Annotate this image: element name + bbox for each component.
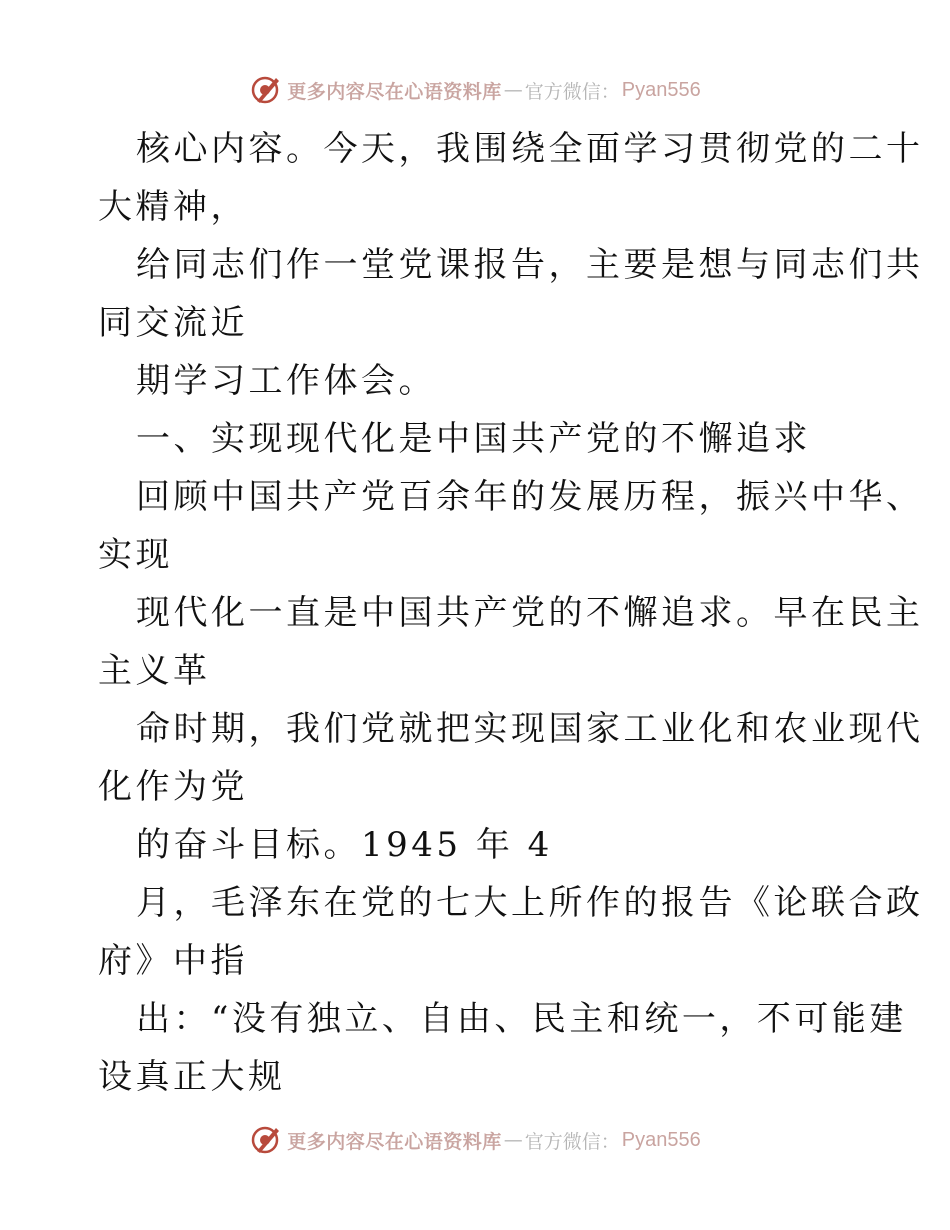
text-line: 的奋斗目标。1945 年 4 [136,825,553,865]
text-line: 月，毛泽东在党的七大上所作的报告《论联合政 [136,883,924,923]
text-line: 主义革 [98,651,211,691]
watermark-wechat-id: Pyan556 [621,1128,701,1151]
text-line: 回顾中国共产党百余年的发展历程，振兴中华、 [136,477,924,517]
text-line: 大精神， [98,187,248,227]
header-watermark [0,70,950,110]
text-line: 期学习工作体会。 [136,361,436,401]
section-heading: 一、实现现代化是中国共产党的不懈追求 [136,419,811,459]
watermark-wechat-label: 官方微信： [524,1130,620,1153]
watermark-separator: — [503,79,523,101]
watermark-wechat-id: Pyan556 [621,78,701,101]
text-line: 出：“没有独立、自由、民主和统一，不可能建 [136,999,907,1039]
pen-logo-icon [249,1123,283,1157]
text-line: 命时期，我们党就把实现国家工业化和农业现代 [136,709,924,749]
text-line: 现代化一直是中国共产党的不懈追求。早在民主 [136,593,924,633]
text-line: 实现 [98,535,173,575]
text-line: 给同志们作一堂党课报告，主要是想与同志们共 [136,245,924,285]
text-line: 同交流近 [98,303,248,343]
text-line: 化作为党 [98,767,248,807]
text-line: 设真正大规 [98,1057,286,1097]
document-body [98,120,924,1106]
pen-logo-icon [249,73,283,107]
footer-watermark [0,1120,950,1160]
watermark-separator: — [503,1129,523,1151]
watermark-text: 更多内容尽在心语资料库 [287,1130,502,1153]
text-line: 府》中指 [98,941,248,981]
text-line: 核心内容。今天，我围绕全面学习贯彻党的二十 [136,129,924,169]
watermark-wechat-label: 官方微信： [524,80,620,103]
watermark-text: 更多内容尽在心语资料库 [287,80,502,103]
